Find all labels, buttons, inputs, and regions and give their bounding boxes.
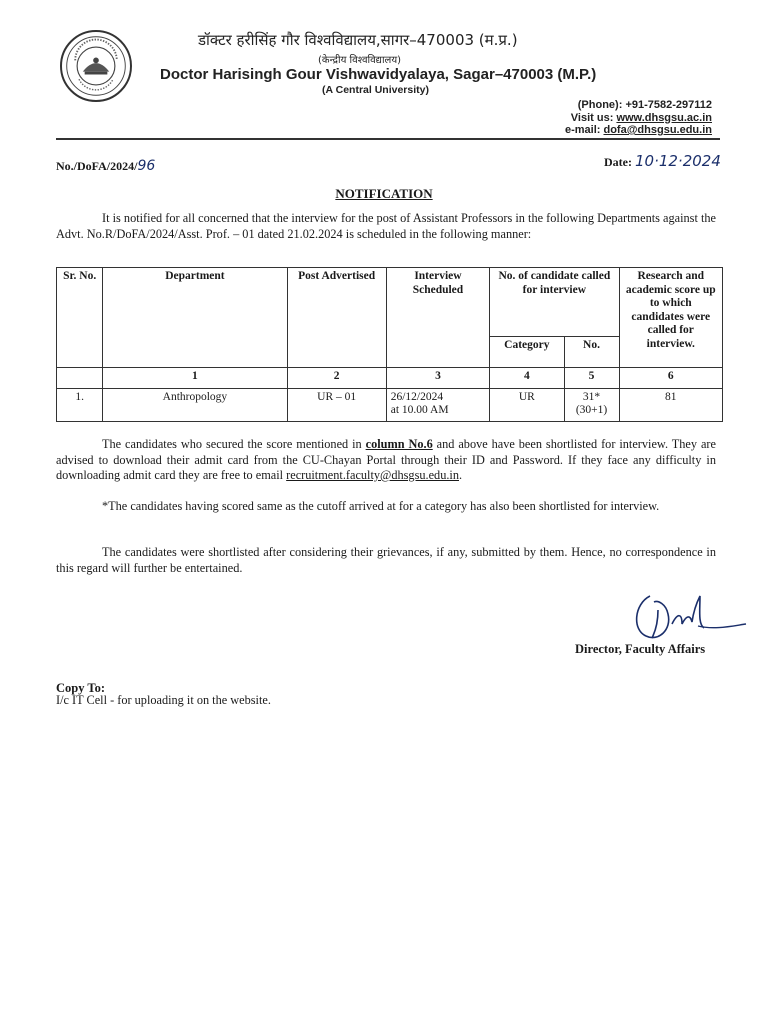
cell-sr: 1. xyxy=(57,389,103,422)
seal-emblem-icon xyxy=(62,32,130,100)
column-number: 2 xyxy=(287,368,386,389)
university-name-english: Doctor Harisingh Gour Vishwavidyalaya, Sagar–470003 (M.P.) xyxy=(160,66,597,83)
cell-score: 81 xyxy=(619,389,722,422)
cell-interview xyxy=(386,389,489,422)
grievance-paragraph: The candidates were shortlisted after considering their grievances, if any, submitted by them. Hence, no correspondence in this regard will further be entertained. xyxy=(56,545,716,575)
page-title: NOTIFICATION xyxy=(335,186,433,201)
interview-schedule-table xyxy=(56,267,723,422)
column-number-blank xyxy=(57,368,103,389)
phone-line: (Phone): +91-7582-297112 xyxy=(577,99,712,111)
column-number: 6 xyxy=(619,368,722,389)
recruitment-email-link[interactable]: recruitment.faculty@dhsgsu.edu.in xyxy=(286,468,459,482)
cell-no xyxy=(564,389,619,422)
central-university-hindi: (केन्द्रीय विश्वविद्यालय) xyxy=(318,55,402,66)
phone-number: +91-7582-297112 xyxy=(625,99,712,111)
header-score: Research and academic score up to which candidates were called for interview. xyxy=(619,268,722,368)
copy-to-heading: Copy To: xyxy=(56,681,105,695)
cell-department: Anthropology xyxy=(103,389,287,422)
header-divider xyxy=(56,138,720,140)
cell-category: UR xyxy=(490,389,564,422)
central-university-label: (A Central University) xyxy=(322,84,429,96)
column-number: 1 xyxy=(103,368,287,389)
table-header-row xyxy=(57,268,723,337)
handwritten-number: 96 xyxy=(137,158,156,174)
signatory-title: Director, Faculty Affairs xyxy=(575,642,706,656)
column-reference: column No.6 xyxy=(365,437,433,451)
column-number: 3 xyxy=(386,368,489,389)
copy-to-recipient: I/c IT Cell - for uploading it on the website. xyxy=(56,693,271,707)
header-department: Department xyxy=(103,268,287,368)
shortlist-paragraph: The candidates who secured the score mentioned in column No.6 and above have been shortlisted for interview. They are advised to download their admit card from the CU-Chayan Portal through their ID and Password. If they face any difficulty in downloading admit card they are free to email recruitment.faculty@dhsgsu.edu.in. xyxy=(56,437,716,482)
website-link[interactable]: www.dhsgsu.ac.in xyxy=(616,111,712,124)
handwritten-date: 10·12·2024 xyxy=(634,152,721,170)
header-category: Category xyxy=(490,337,564,368)
website-line: Visit us: www.dhsgsu.ac.in xyxy=(570,111,712,124)
header-post-advertised: Post Advertised xyxy=(287,268,386,368)
header-no: No. xyxy=(564,337,619,368)
header-candidates-called: No. of candidate called for interview xyxy=(490,268,619,337)
column-number: 4 xyxy=(490,368,564,389)
interview-date: 26/12/2024 xyxy=(390,391,444,403)
cell-post: UR – 01 xyxy=(287,389,386,422)
university-name-hindi: डॉक्टर हरीसिंह गौर विश्वविद्यालय,सागर–470003 (म.प्र.) xyxy=(198,31,518,49)
cutoff-note-paragraph: *The candidates having scored same as the cutoff arrived at for a category has also been shortlisted for interview. xyxy=(102,499,660,513)
email-line: e-mail: dofa@dhsgsu.edu.in xyxy=(564,124,712,136)
candidate-count: 31* xyxy=(582,391,601,403)
column-number: 5 xyxy=(564,368,619,389)
column-number-row xyxy=(57,368,723,389)
interview-time: at 10.00 AM xyxy=(390,404,449,416)
university-seal-logo xyxy=(60,30,132,102)
header-interview-scheduled: Interview Scheduled xyxy=(386,268,489,368)
reference-number: No./DoFA/2024/96 xyxy=(56,158,156,174)
notification-date: Date: 10·12·2024 xyxy=(604,152,721,170)
contact-block xyxy=(565,99,712,137)
candidate-count-detail: (30+1) xyxy=(575,404,608,416)
email-link[interactable]: dofa@dhsgsu.edu.in xyxy=(603,124,712,136)
header-sr-no: Sr. No. xyxy=(57,268,103,368)
intro-paragraph: It is notified for all concerned that the interview for the post of Assistant Professors in the following Departments against the Advt. No.R/DoFA/2024/Asst. Prof. – 01 dated 21.02.2024 is scheduled in the following manner: xyxy=(56,211,716,241)
table-row xyxy=(57,389,723,422)
